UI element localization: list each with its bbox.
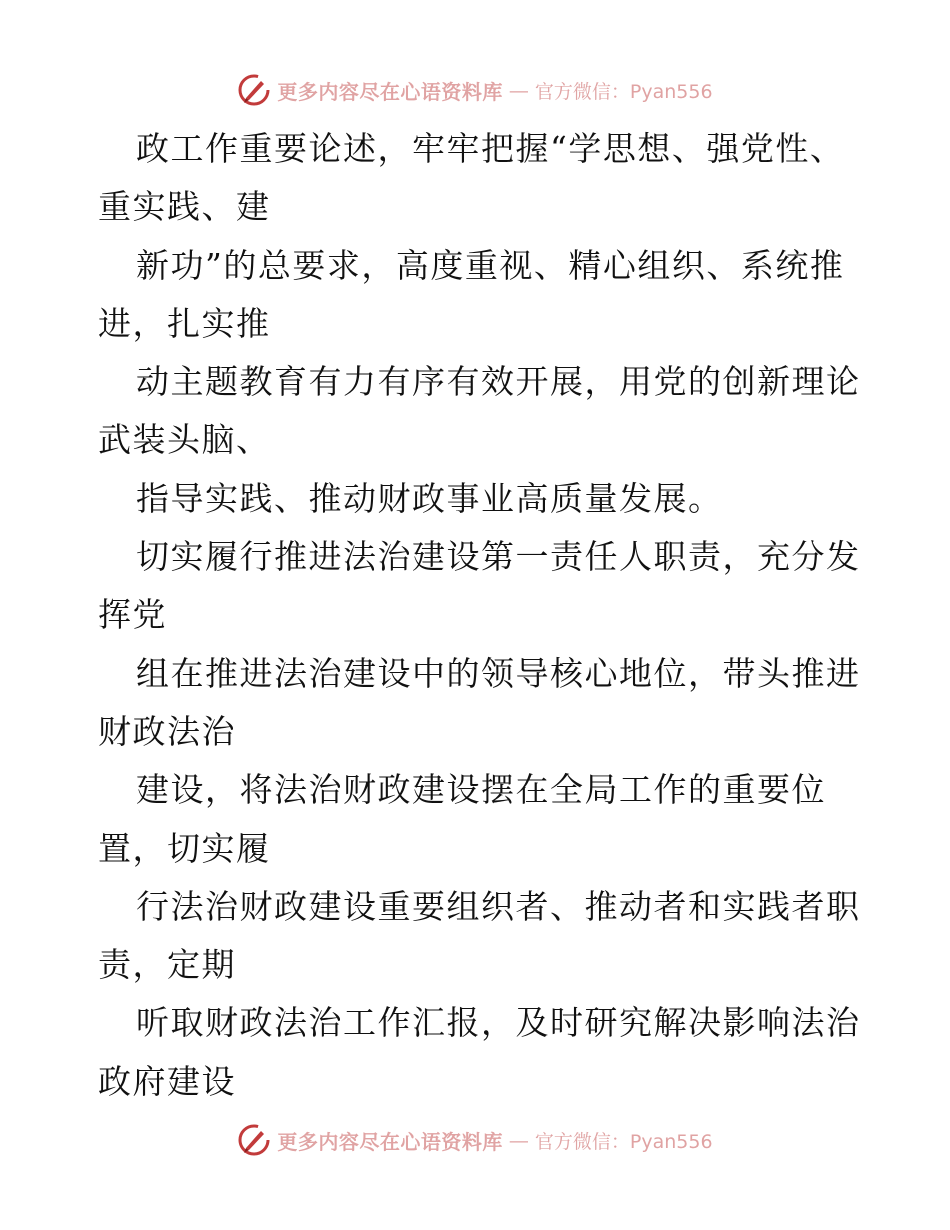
watermark-account: 官方微信：Pyan556 [534, 80, 713, 103]
text-line: 挥党 [98, 595, 167, 635]
watermark-account: 官方微信：Pyan556 [534, 1130, 713, 1153]
footer-watermark [0, 1120, 950, 1160]
text-line: 建设，将法治财政建设摆在全局工作的重要位 [136, 770, 826, 810]
text-line: 武装头脑、 [98, 420, 271, 460]
watermark-text: 更多内容尽在心语资料库 [277, 79, 503, 104]
text-line: 新功”的总要求，高度重视、精心组织、系统推 [136, 245, 845, 285]
text-line: 财政法治 [98, 711, 236, 751]
text-line: 政工作重要论述，牢牢把握“学思想、强党性、 [136, 129, 845, 168]
text-line: 进，扎实推 [98, 303, 271, 343]
text-line: 政府建设 [98, 1061, 236, 1101]
watermark-text: 更多内容尽在心语资料库 [277, 1129, 503, 1154]
text-line: 动主题教育有力有序有效开展，用党的创新理论 [136, 362, 861, 402]
document-body [98, 120, 861, 1111]
watermark-dash: — [508, 78, 529, 102]
text-line: 切实履行推进法治建设第一责任人职责，充分发 [136, 537, 861, 577]
header-watermark [0, 70, 950, 110]
text-line: 行法治财政建设重要组织者、推动者和实践者职 [136, 886, 861, 926]
watermark-dash: — [508, 1128, 529, 1152]
quill-logo-icon [237, 1123, 271, 1157]
text-line: 责，定期 [98, 945, 236, 985]
quill-logo-icon [237, 73, 271, 107]
text-line: 听取财政法治工作汇报，及时研究解决影响法治 [136, 1003, 861, 1043]
text-line: 指导实践、推动财政事业高质量发展。 [136, 478, 723, 518]
text-line: 重实践、建 [98, 187, 271, 227]
text-line: 置，切实履 [98, 828, 271, 868]
text-line: 组在推进法治建设中的领导核心地位，带头推进 [136, 653, 861, 693]
